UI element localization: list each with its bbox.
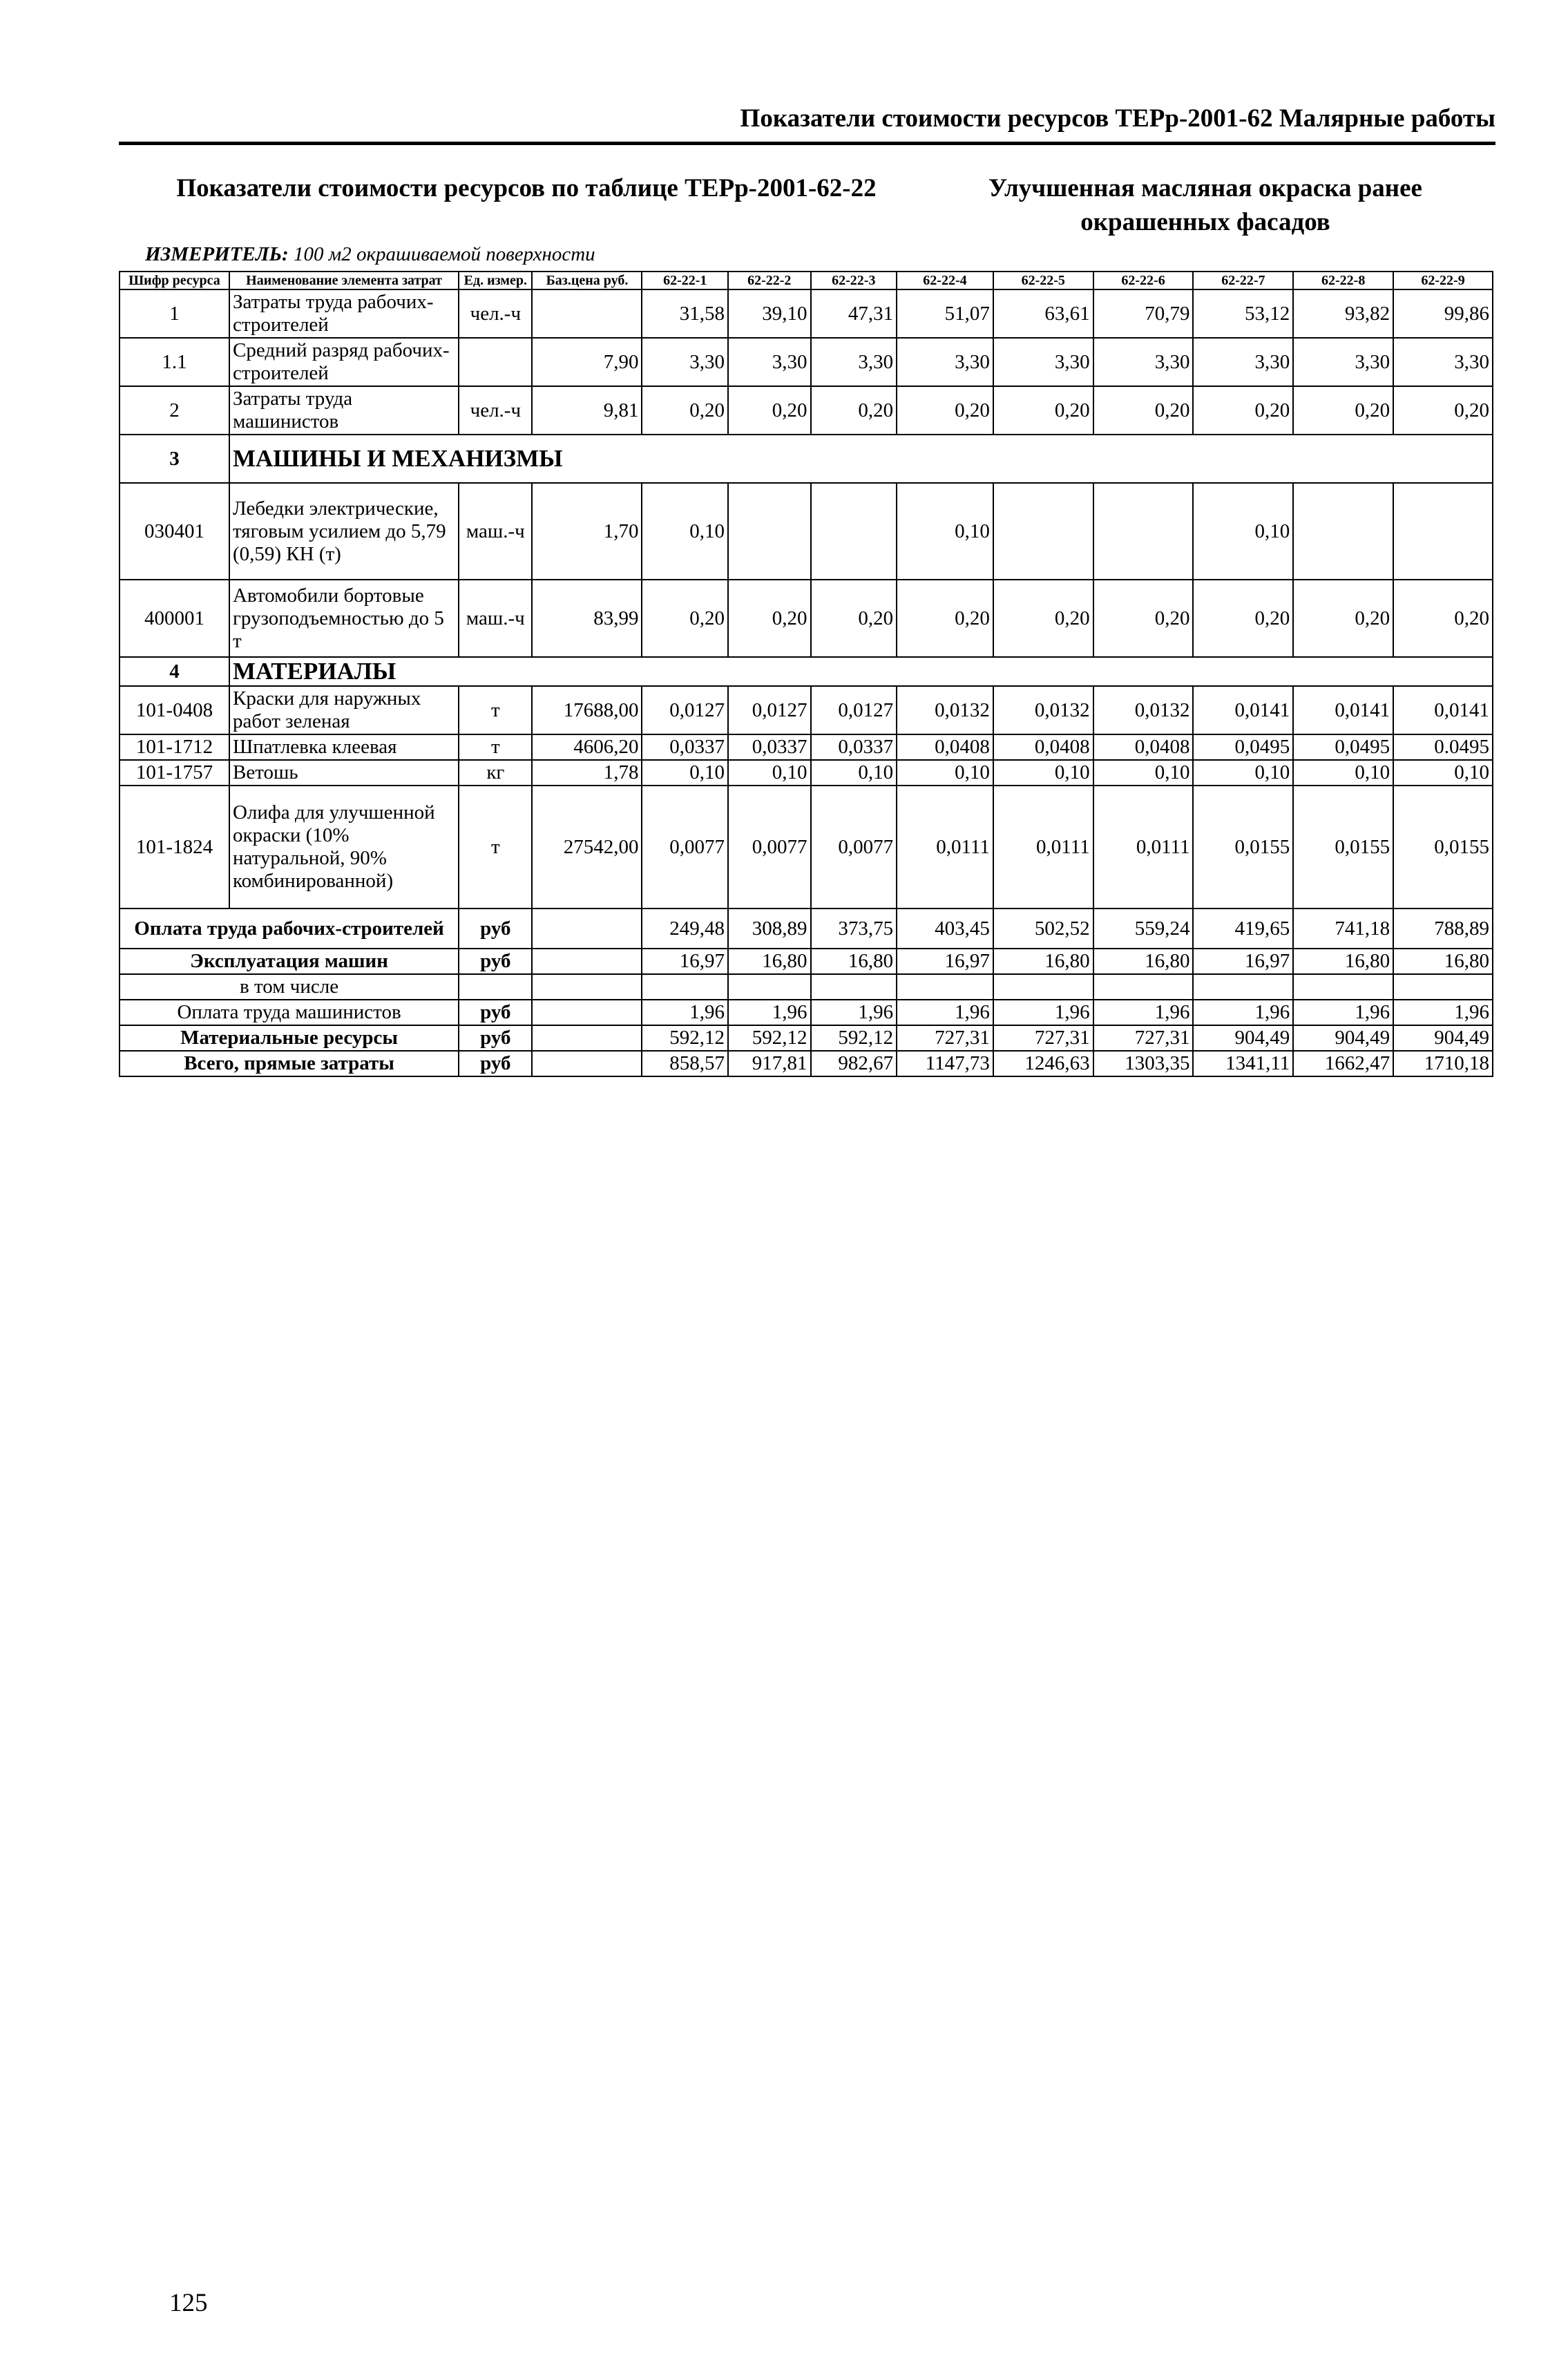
resource-code: 400001 (119, 580, 229, 657)
header-col-62-22-3: 62-22-3 (811, 272, 897, 289)
norm-value: 0,0337 (642, 734, 728, 760)
summary-value: 727,31 (1093, 1025, 1194, 1051)
resource-unit: маш.-ч (459, 580, 532, 657)
summary-unit: руб (459, 1025, 532, 1051)
norm-value: 63,61 (993, 289, 1093, 338)
norm-value: 0,0111 (993, 786, 1093, 909)
summary-price-empty (532, 949, 642, 974)
summary-value: 16,97 (897, 949, 993, 974)
norm-value: 0,20 (1093, 580, 1194, 657)
norm-value: 0,0077 (811, 786, 897, 909)
resource-name: Олифа для улучшенной окраски (10% натуральной, 90% комбинированной) (229, 786, 459, 909)
norm-value: 39,10 (728, 289, 811, 338)
norm-value (811, 483, 897, 580)
summary-row (119, 909, 1493, 949)
norm-value: 0,0141 (1293, 686, 1393, 734)
resource-code: 101-1712 (119, 734, 229, 760)
summary-value: 16,80 (993, 949, 1093, 974)
summary-unit: руб (459, 1000, 532, 1025)
summary-value: 308,89 (728, 909, 811, 949)
norm-value: 0,20 (897, 580, 993, 657)
norm-value (1093, 483, 1194, 580)
norm-value: 0,20 (993, 580, 1093, 657)
summary-value: 1246,63 (993, 1051, 1093, 1076)
norm-value: 0,20 (1393, 580, 1493, 657)
norm-value: 0,10 (728, 760, 811, 786)
norm-value (993, 483, 1093, 580)
norm-value: 47,31 (811, 289, 897, 338)
norm-value: 0,20 (728, 386, 811, 435)
summary-value (1293, 974, 1393, 1000)
norm-value: 0,0141 (1193, 686, 1293, 734)
summary-unit: руб (459, 1051, 532, 1076)
table-row (119, 786, 1493, 909)
summary-unit: руб (459, 949, 532, 974)
resource-code: 2 (119, 386, 229, 435)
norm-value: 3,30 (897, 338, 993, 386)
summary-value (897, 974, 993, 1000)
summary-value: 1710,18 (1393, 1051, 1493, 1076)
header-col-62-22-4: 62-22-4 (897, 272, 993, 289)
table-row (119, 386, 1493, 435)
resource-name: Затраты труда рабочих-строителей (229, 289, 459, 338)
norm-value: 0,0408 (1093, 734, 1194, 760)
norm-value: 0,0495 (1193, 734, 1293, 760)
norm-value: 3,30 (1393, 338, 1493, 386)
summary-value (1393, 974, 1493, 1000)
norm-value: 0,0408 (897, 734, 993, 760)
table-row (119, 734, 1493, 760)
table-row (119, 760, 1493, 786)
norm-value: 0,0155 (1193, 786, 1293, 909)
summary-label: в том числе (119, 974, 459, 1000)
norm-value: 0,10 (1393, 760, 1493, 786)
summary-value: 16,80 (811, 949, 897, 974)
norm-value: 51,07 (897, 289, 993, 338)
norm-value: 0,0132 (897, 686, 993, 734)
norm-value: 0,20 (993, 386, 1093, 435)
norm-value: 0,20 (1193, 580, 1293, 657)
summary-value: 741,18 (1293, 909, 1393, 949)
base-price: 27542,00 (532, 786, 642, 909)
norm-value: 3,30 (642, 338, 728, 386)
resource-table (119, 271, 1493, 1077)
norm-value: 0,0141 (1393, 686, 1493, 734)
summary-value: 16,97 (642, 949, 728, 974)
norm-value: 0,10 (1293, 760, 1393, 786)
summary-value: 1303,35 (1093, 1051, 1194, 1076)
norm-value: 0,20 (728, 580, 811, 657)
norm-value: 0,0155 (1293, 786, 1393, 909)
summary-value: 788,89 (1393, 909, 1493, 949)
base-price: 17688,00 (532, 686, 642, 734)
summary-value: 1,96 (1193, 1000, 1293, 1025)
summary-value: 16,80 (1093, 949, 1194, 974)
norm-value: 0,0077 (728, 786, 811, 909)
base-price: 9,81 (532, 386, 642, 435)
summary-unit (459, 974, 532, 1000)
summary-row (119, 1000, 1493, 1025)
summary-value: 727,31 (897, 1025, 993, 1051)
running-head: Показатели стоимости ресурсов ТЕРр-2001-62 Малярные работы (740, 104, 1495, 133)
summary-value: 592,12 (728, 1025, 811, 1051)
summary-value: 1,96 (811, 1000, 897, 1025)
summary-value: 16,80 (728, 949, 811, 974)
resource-name: Автомобили бортовые грузоподъемностью до 5 т (229, 580, 459, 657)
header-name: Наименование элемента затрат (229, 272, 459, 289)
header-col-62-22-7: 62-22-7 (1193, 272, 1293, 289)
header-col-62-22-8: 62-22-8 (1293, 272, 1393, 289)
norm-value: 0,20 (1393, 386, 1493, 435)
table-row (119, 580, 1493, 657)
summary-label: Материальные ресурсы (119, 1025, 459, 1051)
summary-label: Оплата труда машинистов (119, 1000, 459, 1025)
summary-value: 727,31 (993, 1025, 1093, 1051)
resource-name: Шпатлевка клеевая (229, 734, 459, 760)
resource-unit: маш.-ч (459, 483, 532, 580)
summary-value: 592,12 (642, 1025, 728, 1051)
work-title: Улучшенная масляная окраска ранее окрашенных фасадов (988, 174, 1422, 236)
norm-value: 53,12 (1193, 289, 1293, 338)
summary-price-empty (532, 909, 642, 949)
summary-value: 1147,73 (897, 1051, 993, 1076)
norm-value: 0,0111 (1093, 786, 1194, 909)
norm-value: 0,0127 (728, 686, 811, 734)
summary-unit: руб (459, 909, 532, 949)
summary-value: 1662,47 (1293, 1051, 1393, 1076)
norm-value: 3,30 (728, 338, 811, 386)
norm-value: 0,20 (811, 386, 897, 435)
norm-value: 3,30 (1193, 338, 1293, 386)
norm-value: 0,0132 (993, 686, 1093, 734)
norm-value: 0,0111 (897, 786, 993, 909)
summary-value: 1341,11 (1193, 1051, 1293, 1076)
summary-value: 403,45 (897, 909, 993, 949)
summary-row (119, 1025, 1493, 1051)
header-col-62-22-1: 62-22-1 (642, 272, 728, 289)
base-price: 1,78 (532, 760, 642, 786)
summary-value: 904,49 (1193, 1025, 1293, 1051)
resource-code: 3 (119, 435, 229, 483)
norm-value: 0,0127 (811, 686, 897, 734)
summary-value: 249,48 (642, 909, 728, 949)
header-col-62-22-6: 62-22-6 (1093, 272, 1194, 289)
norm-value: 0,20 (811, 580, 897, 657)
resource-code: 101-0408 (119, 686, 229, 734)
summary-value (1093, 974, 1194, 1000)
resource-unit: т (459, 686, 532, 734)
meter-line (145, 243, 595, 266)
summary-value: 1,96 (642, 1000, 728, 1025)
norm-value: 0,10 (1093, 760, 1194, 786)
resource-code: 1 (119, 289, 229, 338)
norm-value: 0,0495 (1293, 734, 1393, 760)
norm-value: 0,10 (642, 760, 728, 786)
norm-value: 0,20 (642, 386, 728, 435)
norm-value: 0,0337 (811, 734, 897, 760)
resource-unit: кг (459, 760, 532, 786)
resource-unit (459, 338, 532, 386)
norm-value: 0,0127 (642, 686, 728, 734)
norm-value: 0,0077 (642, 786, 728, 909)
norm-value: 0,10 (1193, 483, 1293, 580)
summary-label: Эксплуатация машин (119, 949, 459, 974)
resource-unit: т (459, 734, 532, 760)
summary-value: 1,96 (1393, 1000, 1493, 1025)
summary-value (811, 974, 897, 1000)
summary-value: 1,96 (897, 1000, 993, 1025)
table-row (119, 289, 1493, 338)
norm-value: 0,10 (993, 760, 1093, 786)
summary-value: 1,96 (728, 1000, 811, 1025)
norm-value: 0,20 (1293, 386, 1393, 435)
summary-value: 419,65 (1193, 909, 1293, 949)
header-unit: Ед. измер. (459, 272, 532, 289)
resource-name: Затраты труда машинистов (229, 386, 459, 435)
base-price: 4606,20 (532, 734, 642, 760)
norm-value: 0,0155 (1393, 786, 1493, 909)
base-price: 83,99 (532, 580, 642, 657)
meter-value: 100 м2 окрашиваемой поверхности (293, 243, 595, 265)
summary-value: 502,52 (993, 909, 1093, 949)
header-col-62-22-2: 62-22-2 (728, 272, 811, 289)
header-price: Баз.цена руб. (532, 272, 642, 289)
resource-unit: чел.-ч (459, 289, 532, 338)
norm-value: 0,10 (897, 760, 993, 786)
resource-name: МАШИНЫ И МЕХАНИЗМЫ (229, 435, 1493, 483)
summary-price-empty (532, 1025, 642, 1051)
summary-row (119, 949, 1493, 974)
summary-value: 592,12 (811, 1025, 897, 1051)
summary-price-empty (532, 974, 642, 1000)
summary-label: Всего, прямые затраты (119, 1051, 459, 1076)
summary-value: 982,67 (811, 1051, 897, 1076)
header-rule (119, 142, 1495, 145)
summary-value: 858,57 (642, 1051, 728, 1076)
summary-value: 1,96 (993, 1000, 1093, 1025)
norm-value: 0,10 (642, 483, 728, 580)
norm-value (1393, 483, 1493, 580)
resource-name: Лебедки электрические, тяговым усилием до 5,79 (0,59) КН (т) (229, 483, 459, 580)
summary-value: 16,97 (1193, 949, 1293, 974)
section-row (119, 657, 1493, 686)
header-row (119, 272, 1493, 289)
norm-value: 0,0132 (1093, 686, 1194, 734)
summary-value: 16,80 (1393, 949, 1493, 974)
summary-value: 904,49 (1293, 1025, 1393, 1051)
resource-name: МАТЕРИАЛЫ (229, 657, 1493, 686)
header-col-62-22-9: 62-22-9 (1393, 272, 1493, 289)
section-row (119, 435, 1493, 483)
resource-code: 4 (119, 657, 229, 686)
base-price (532, 289, 642, 338)
norm-value: 93,82 (1293, 289, 1393, 338)
norm-value: 0,20 (1293, 580, 1393, 657)
summary-value: 559,24 (1093, 909, 1194, 949)
table-row (119, 483, 1493, 580)
norm-value: 0,10 (897, 483, 993, 580)
norm-value: 0,0408 (993, 734, 1093, 760)
resource-code: 101-1757 (119, 760, 229, 786)
summary-row (119, 1051, 1493, 1076)
norm-value: 0,20 (1193, 386, 1293, 435)
norm-value (1293, 483, 1393, 580)
resource-unit: чел.-ч (459, 386, 532, 435)
meter-label: ИЗМЕРИТЕЛЬ: (145, 243, 289, 265)
norm-value: 0,10 (1193, 760, 1293, 786)
summary-price-empty (532, 1051, 642, 1076)
resource-code: 101-1824 (119, 786, 229, 909)
norm-value: 3,30 (1293, 338, 1393, 386)
resource-name: Средний разряд рабочих-строителей (229, 338, 459, 386)
norm-value: 0,20 (1093, 386, 1194, 435)
norm-value: 0,0337 (728, 734, 811, 760)
summary-value (1193, 974, 1293, 1000)
summary-value (993, 974, 1093, 1000)
header-col-62-22-5: 62-22-5 (993, 272, 1093, 289)
table-title: Показатели стоимости ресурсов по таблице ТЕРр-2001-62-22 (176, 174, 877, 202)
norm-value: 0,20 (642, 580, 728, 657)
norm-value: 3,30 (811, 338, 897, 386)
base-price: 1,70 (532, 483, 642, 580)
table-row (119, 686, 1493, 734)
norm-value: 0,20 (897, 386, 993, 435)
page-number: 125 (169, 2289, 208, 2317)
resource-code: 030401 (119, 483, 229, 580)
resource-name: Ветошь (229, 760, 459, 786)
norm-value: 99,86 (1393, 289, 1493, 338)
summary-value: 1,96 (1093, 1000, 1194, 1025)
table-row (119, 338, 1493, 386)
norm-value: 0,10 (811, 760, 897, 786)
header-code: Шифр ресурса (119, 272, 229, 289)
summary-value (642, 974, 728, 1000)
summary-label: Оплата труда рабочих-строителей (119, 909, 459, 949)
norm-value: 3,30 (1093, 338, 1194, 386)
norm-value: 3,30 (993, 338, 1093, 386)
summary-value: 917,81 (728, 1051, 811, 1076)
summary-row (119, 974, 1493, 1000)
resource-unit: т (459, 786, 532, 909)
summary-value: 1,96 (1293, 1000, 1393, 1025)
summary-value: 904,49 (1393, 1025, 1493, 1051)
norm-value: 70,79 (1093, 289, 1194, 338)
norm-value (728, 483, 811, 580)
base-price: 7,90 (532, 338, 642, 386)
resource-rows (119, 289, 1493, 1076)
norm-value: 0.0495 (1393, 734, 1493, 760)
summary-value: 373,75 (811, 909, 897, 949)
summary-value: 16,80 (1293, 949, 1393, 974)
summary-value (728, 974, 811, 1000)
norm-value: 31,58 (642, 289, 728, 338)
resource-code: 1.1 (119, 338, 229, 386)
summary-price-empty (532, 1000, 642, 1025)
resource-name: Краски для наружных работ зеленая (229, 686, 459, 734)
